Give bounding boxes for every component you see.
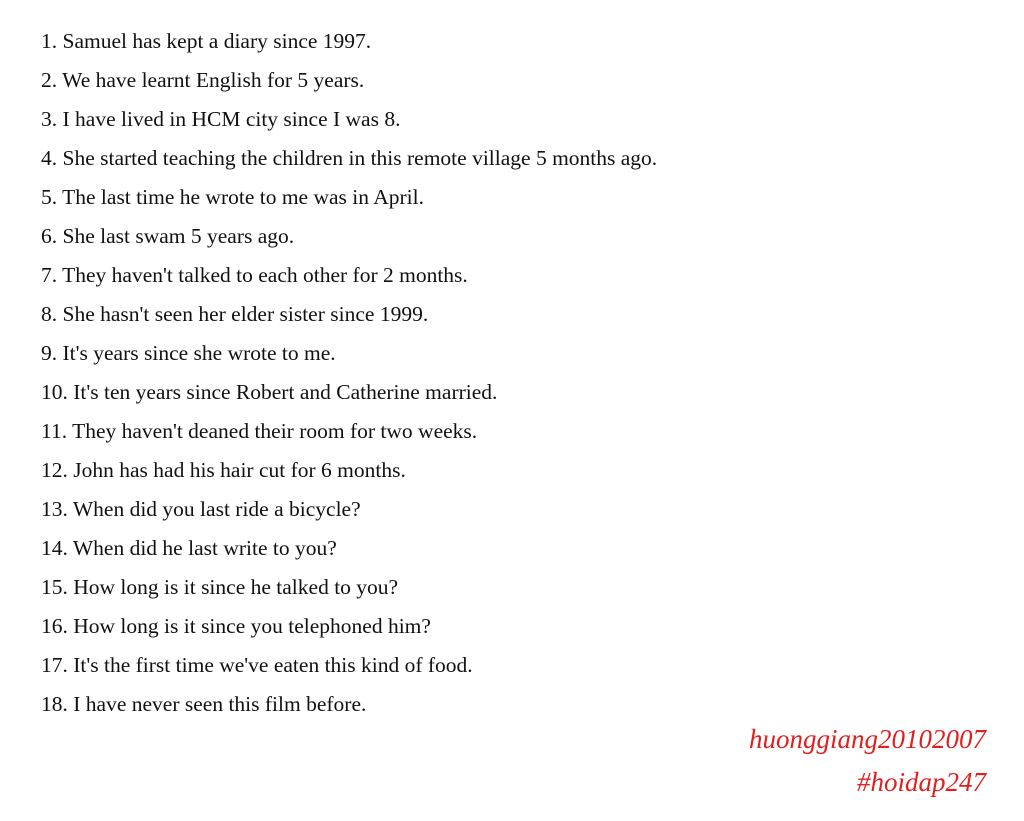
answer-item xyxy=(41,61,657,100)
answer-item xyxy=(41,685,657,724)
answer-number: 1. xyxy=(41,29,58,53)
signature-hashtag: #hoidap247 xyxy=(856,767,986,797)
answer-item xyxy=(41,217,657,256)
answer-number: 15. xyxy=(41,575,68,599)
answer-list xyxy=(41,22,657,724)
answer-number: 2. xyxy=(41,68,58,92)
answer-item xyxy=(41,646,657,685)
answer-number: 10. xyxy=(41,380,68,404)
answer-item xyxy=(41,100,657,139)
answer-number: 17. xyxy=(41,653,68,677)
answer-number: 13. xyxy=(41,497,68,521)
answer-item xyxy=(41,373,657,412)
answer-item xyxy=(41,334,657,373)
answer-number: 14. xyxy=(41,536,68,560)
answer-item xyxy=(41,412,657,451)
answer-number: 11. xyxy=(41,419,68,443)
answer-text: We have learnt English for 5 years. xyxy=(62,68,365,92)
answer-text: Samuel has kept a diary since 1997. xyxy=(62,29,372,53)
answer-number: 18. xyxy=(41,692,68,716)
answer-number: 5. xyxy=(41,185,58,209)
answer-number: 12. xyxy=(41,458,68,482)
answer-text: When did he last write to you? xyxy=(72,536,337,560)
answer-item xyxy=(41,490,657,529)
answer-text: She started teaching the children in this remote village 5 months ago. xyxy=(62,146,658,170)
answer-item xyxy=(41,22,657,61)
answer-text: I have never seen this film before. xyxy=(73,692,367,716)
answer-text: John has had his hair cut for 6 months. xyxy=(73,458,406,482)
answer-text: I have lived in HCM city since I was 8. xyxy=(62,107,401,131)
answer-number: 6. xyxy=(41,224,58,248)
answer-number: 9. xyxy=(41,341,58,365)
signature-username: huonggiang20102007 xyxy=(748,724,986,754)
answer-number: 16. xyxy=(41,614,68,638)
answer-item xyxy=(41,607,657,646)
answer-item xyxy=(41,139,657,178)
answer-item xyxy=(41,256,657,295)
answer-text: They haven't deaned their room for two weeks. xyxy=(72,419,478,443)
answer-item xyxy=(41,568,657,607)
answer-text: She last swam 5 years ago. xyxy=(62,224,295,248)
answer-text: When did you last ride a bicycle? xyxy=(72,497,361,521)
answer-item xyxy=(41,451,657,490)
answer-text: It's years since she wrote to me. xyxy=(62,341,336,365)
answer-text: How long is it since you telephoned him? xyxy=(73,614,431,638)
answer-item xyxy=(41,295,657,334)
answer-number: 4. xyxy=(41,146,58,170)
answer-text: They haven't talked to each other for 2 months. xyxy=(62,263,468,287)
answer-text: It's ten years since Robert and Catherine married. xyxy=(73,380,498,404)
answer-item xyxy=(41,529,657,568)
answer-number: 3. xyxy=(41,107,58,131)
answer-number: 8. xyxy=(41,302,58,326)
answer-text: It's the first time we've eaten this kind of food. xyxy=(73,653,473,677)
answer-text: She hasn't seen her elder sister since 1999. xyxy=(62,302,429,326)
answer-number: 7. xyxy=(41,263,58,287)
answer-text: The last time he wrote to me was in April. xyxy=(62,185,424,209)
answer-text: How long is it since he talked to you? xyxy=(73,575,399,599)
answer-item xyxy=(41,178,657,217)
